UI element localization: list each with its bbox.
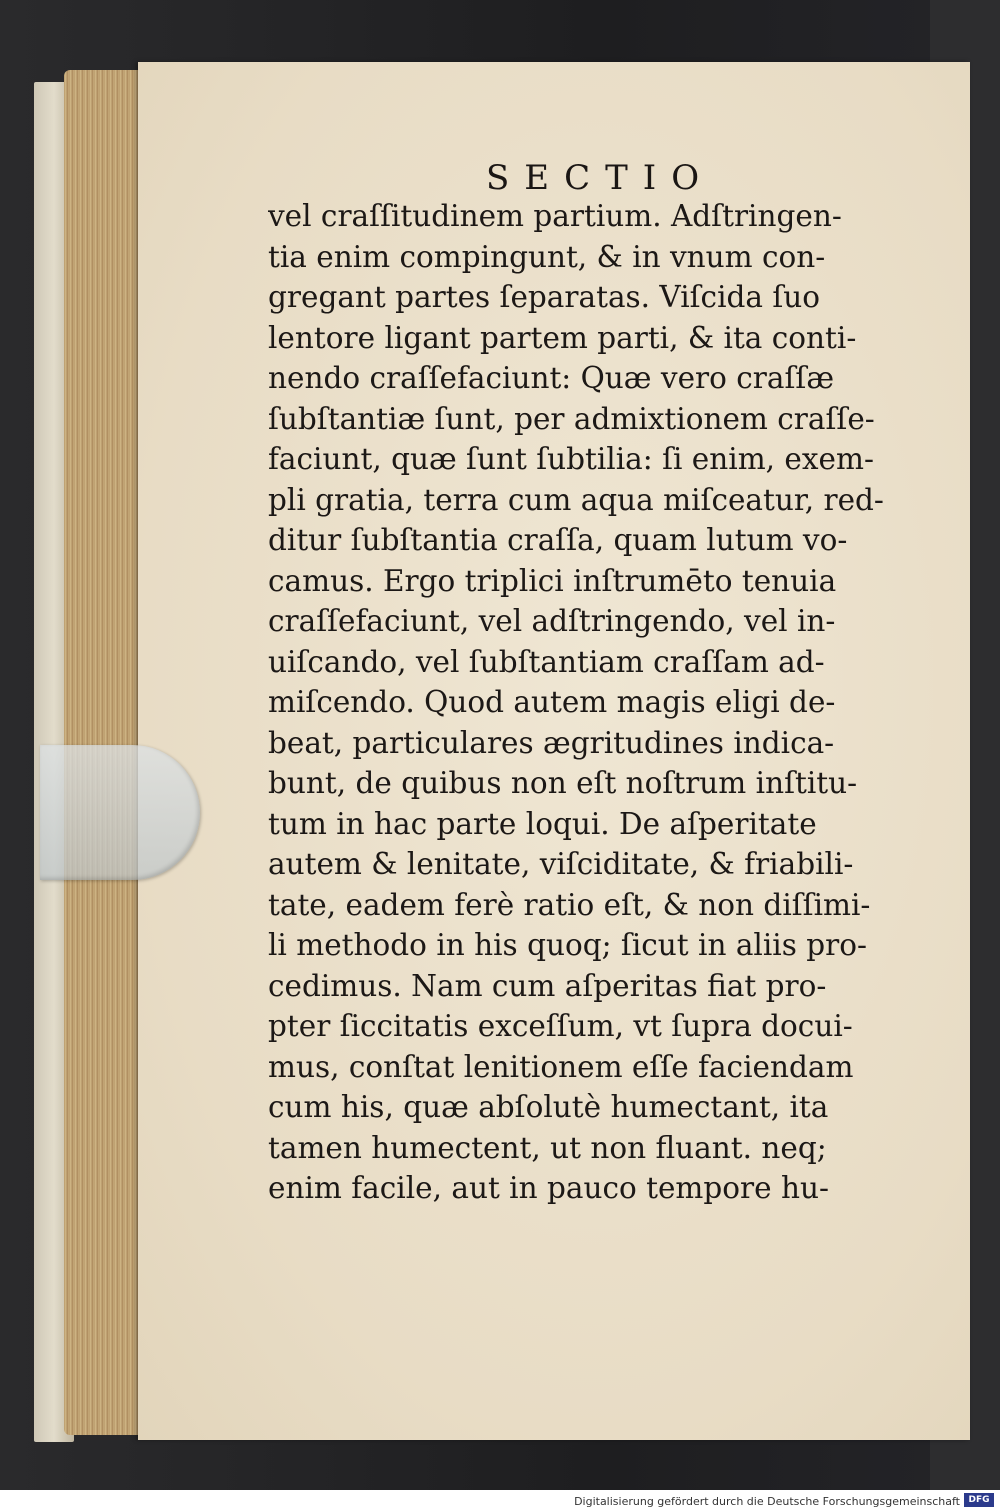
text-line: gregant partes ſeparatas. Viſcida ſuo bbox=[268, 280, 821, 314]
text-line: beat, particulares ægritudines indica- bbox=[268, 725, 835, 760]
text-line: tum in hac parte loqui. De aſperitate bbox=[268, 806, 817, 841]
text-line: uiſcando, vel ſubſtantiam craſſam ad- bbox=[268, 644, 825, 679]
text-line: cedimus. Nam cum aſperitas fiat pro- bbox=[268, 968, 827, 1003]
text-line: lentore ligant partem parti, & ita conti- bbox=[268, 320, 857, 355]
text-line: pli gratia, terra cum aqua miſceatur, red- bbox=[268, 482, 884, 517]
text-line: li methodo in his quoq; ſicut in aliis pro- bbox=[268, 928, 867, 962]
page-clip bbox=[40, 745, 200, 880]
text-line: enim facile, aut in pauco tempore hu- bbox=[268, 1171, 829, 1205]
text-line: craſſefaciunt, vel adſtringendo, vel in- bbox=[268, 604, 836, 638]
running-head: SECTIO bbox=[486, 158, 715, 198]
credit-bar bbox=[0, 1490, 1000, 1510]
digitization-credit: Digitalisierung gefördert durch die Deutsche Forschungsgemeinschaft bbox=[574, 1495, 960, 1508]
dfg-logo: DFG bbox=[964, 1493, 994, 1507]
text-line: faciunt, quæ ſunt ſubtilia: ſi enim, exem- bbox=[268, 442, 874, 476]
text-line: autem & lenitate, viſciditate, & friabili- bbox=[268, 847, 854, 881]
text-line: cum his, quæ abſolutè humectant, ita bbox=[268, 1090, 829, 1124]
text-line: nendo craſſefaciunt: Quæ vero craſſæ bbox=[268, 361, 835, 395]
text-line: mus, conſtat lenitionem eſſe faciendam bbox=[268, 1049, 854, 1084]
text-line: tia enim compingunt, & in vnum con- bbox=[268, 239, 826, 274]
text-line: tate, eadem ferè ratio eſt, & non diſſimi- bbox=[268, 887, 871, 922]
text-line: ditur ſubſtantia craſſa, quam lutum vo- bbox=[268, 523, 848, 557]
text-line: camus. Ergo triplici inſtrumēto tenuia bbox=[268, 563, 837, 598]
text-line: bunt, de quibus non eſt noſtrum inſtitu- bbox=[268, 766, 858, 800]
text-line: ſubſtantiæ ſunt, per admixtionem craſſe- bbox=[268, 401, 875, 436]
text-line: tamen humectent, ut non fluant. neq; bbox=[268, 1130, 827, 1165]
text-line: vel craſſitudinem partium. Adſtringen- bbox=[268, 199, 842, 233]
body-text bbox=[268, 196, 908, 1209]
text-line: miſcendo. Quod autem magis eligi de- bbox=[268, 685, 836, 719]
text-line: pter ſiccitatis exceſſum, vt ſupra docui- bbox=[268, 1009, 853, 1043]
